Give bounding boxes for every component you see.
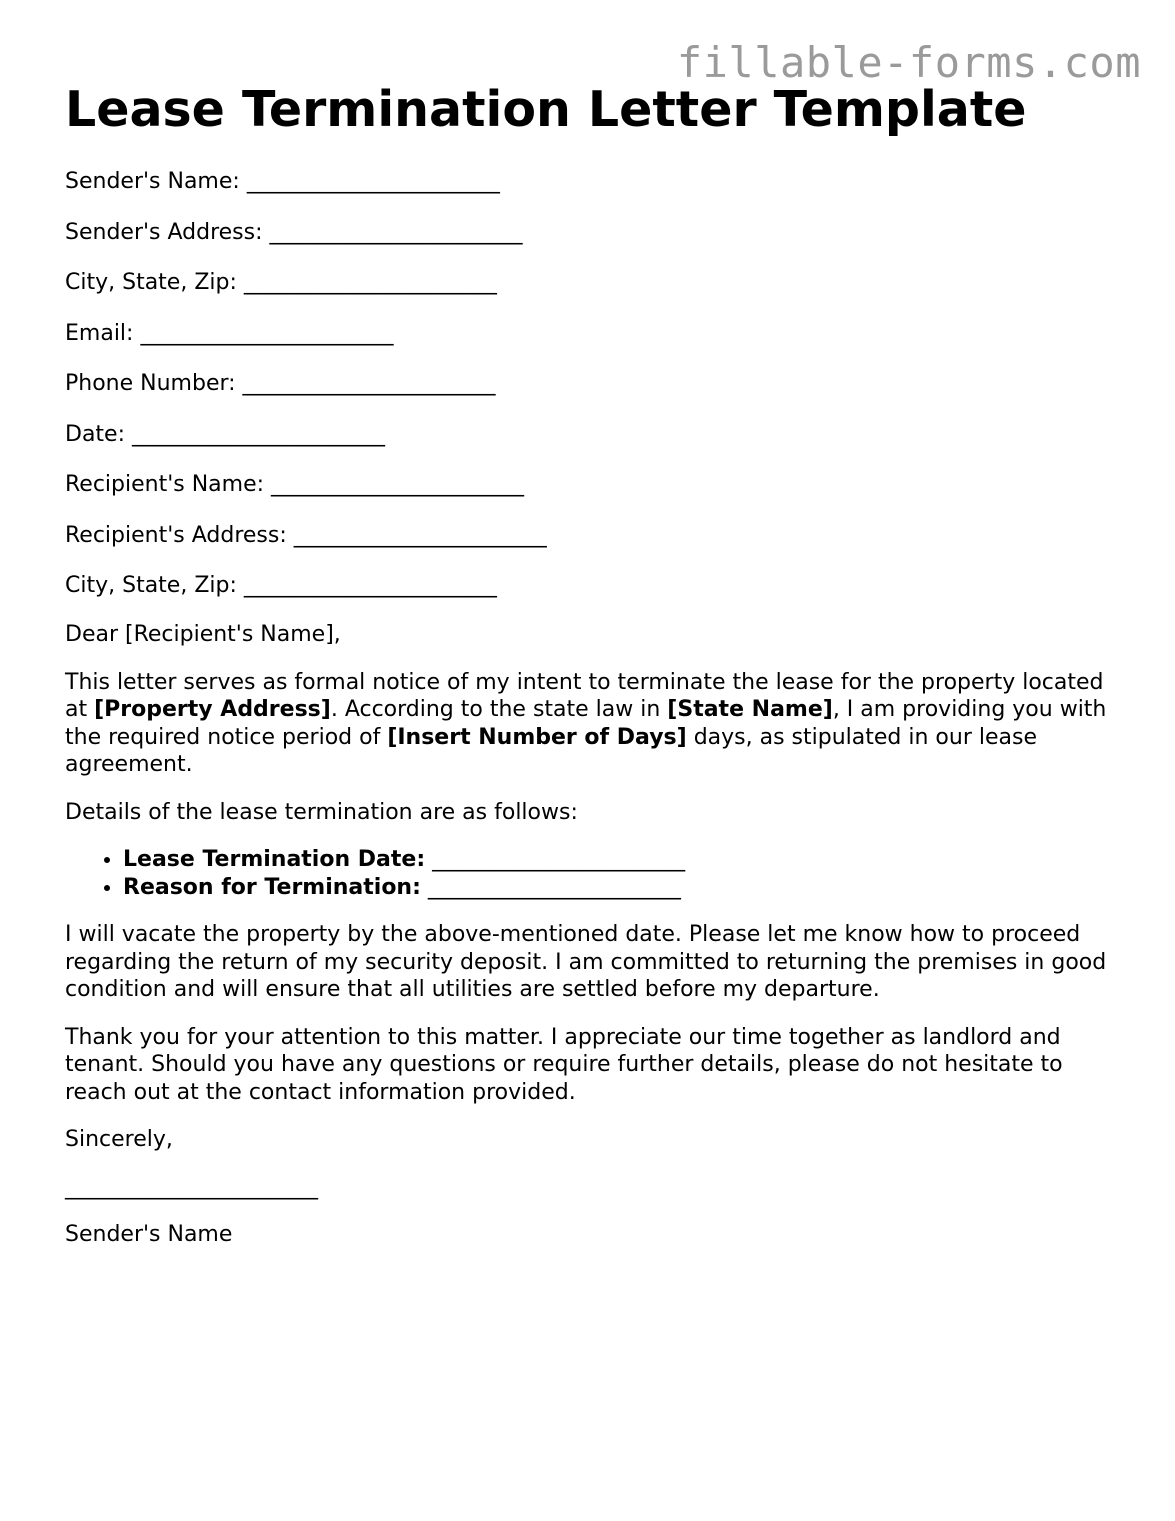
field-blank[interactable]: _______________________: [269, 219, 523, 245]
closing: Sincerely,: [65, 1127, 173, 1152]
field-recipient-name: [65, 470, 1125, 500]
field-label: City, State, Zip:: [65, 573, 237, 598]
notice-days-placeholder: [Insert Number of Days]: [387, 724, 687, 750]
details-intro: Details of the lease termination are as follows:: [65, 799, 578, 825]
document-title: Lease Termination Letter Template: [65, 81, 1027, 138]
field-blank[interactable]: _______________________: [140, 320, 394, 346]
detail-blank[interactable]: _______________________: [432, 847, 686, 872]
field-blank[interactable]: _______________________: [246, 169, 500, 194]
field-label: Phone Number:: [65, 371, 236, 396]
signature-name: Sender's Name: [65, 1222, 233, 1247]
list-item: [123, 874, 1125, 902]
signature-blank[interactable]: _______________________: [65, 1174, 318, 1200]
field-recipient-address: [65, 521, 1125, 551]
field-blank[interactable]: _______________________: [132, 421, 385, 447]
field-date: [65, 420, 1125, 450]
thanks-paragraph: Thank you for your attention to this matter. I appreciate our time together as landlord and tenant. Should you have any questions or require further details, please do not hesitate to reach out at the contact information provided.: [65, 1024, 1063, 1105]
field-label: City, State, Zip:: [65, 270, 237, 295]
field-label: Recipient's Name:: [65, 472, 265, 497]
field-blank[interactable]: _______________________: [243, 573, 497, 598]
property-address-placeholder: [Property Address]: [94, 697, 331, 722]
field-sender-address: [65, 218, 1125, 248]
field-blank[interactable]: _______________________: [243, 270, 497, 295]
field-recipient-city-state-zip: [65, 571, 1125, 601]
field-sender-city-state-zip: [65, 268, 1125, 298]
list-item: [123, 846, 1125, 874]
field-blank[interactable]: _______________________: [242, 371, 496, 396]
notice-text: , I am providing you with the required notice period of: [65, 697, 1107, 750]
details-list: [65, 846, 1125, 901]
field-email: [65, 319, 1125, 349]
detail-label: Lease Termination Date:: [123, 847, 426, 872]
field-label: Email:: [65, 320, 134, 346]
header-fields: [65, 167, 1125, 622]
notice-text: . According to the state law in: [330, 697, 668, 722]
state-name-placeholder: [State Name]: [667, 697, 833, 722]
vacate-paragraph: I will vacate the property by the above-mentioned date. Please let me know how to proceed regarding the return of my security deposit. I am committed to returning the premises in good condition and will ensure that all utilities are settled before my departure.: [65, 922, 1107, 1002]
detail-label: Reason for Termination:: [123, 874, 421, 900]
watermark-text: fillable-forms.com: [676, 38, 1141, 87]
field-blank[interactable]: _______________________: [293, 522, 547, 548]
field-label: Date:: [65, 421, 125, 447]
field-label: Recipient's Address:: [65, 522, 287, 548]
field-phone-number: [65, 369, 1125, 399]
field-blank[interactable]: _______________________: [271, 472, 525, 497]
notice-text: days, as stipulated in our lease agreement.: [65, 724, 1037, 777]
salutation: Dear [Recipient's Name],: [65, 622, 341, 647]
field-sender-name: [65, 167, 1125, 197]
letter-body: [65, 621, 1125, 1269]
field-label: Sender's Address:: [65, 219, 263, 245]
notice-text: This letter serves as formal notice of my intent to terminate the lease for the property located at: [65, 669, 1104, 722]
detail-blank[interactable]: _______________________: [427, 874, 681, 900]
field-label: Sender's Name:: [65, 169, 240, 194]
notice-paragraph: [65, 669, 1125, 779]
